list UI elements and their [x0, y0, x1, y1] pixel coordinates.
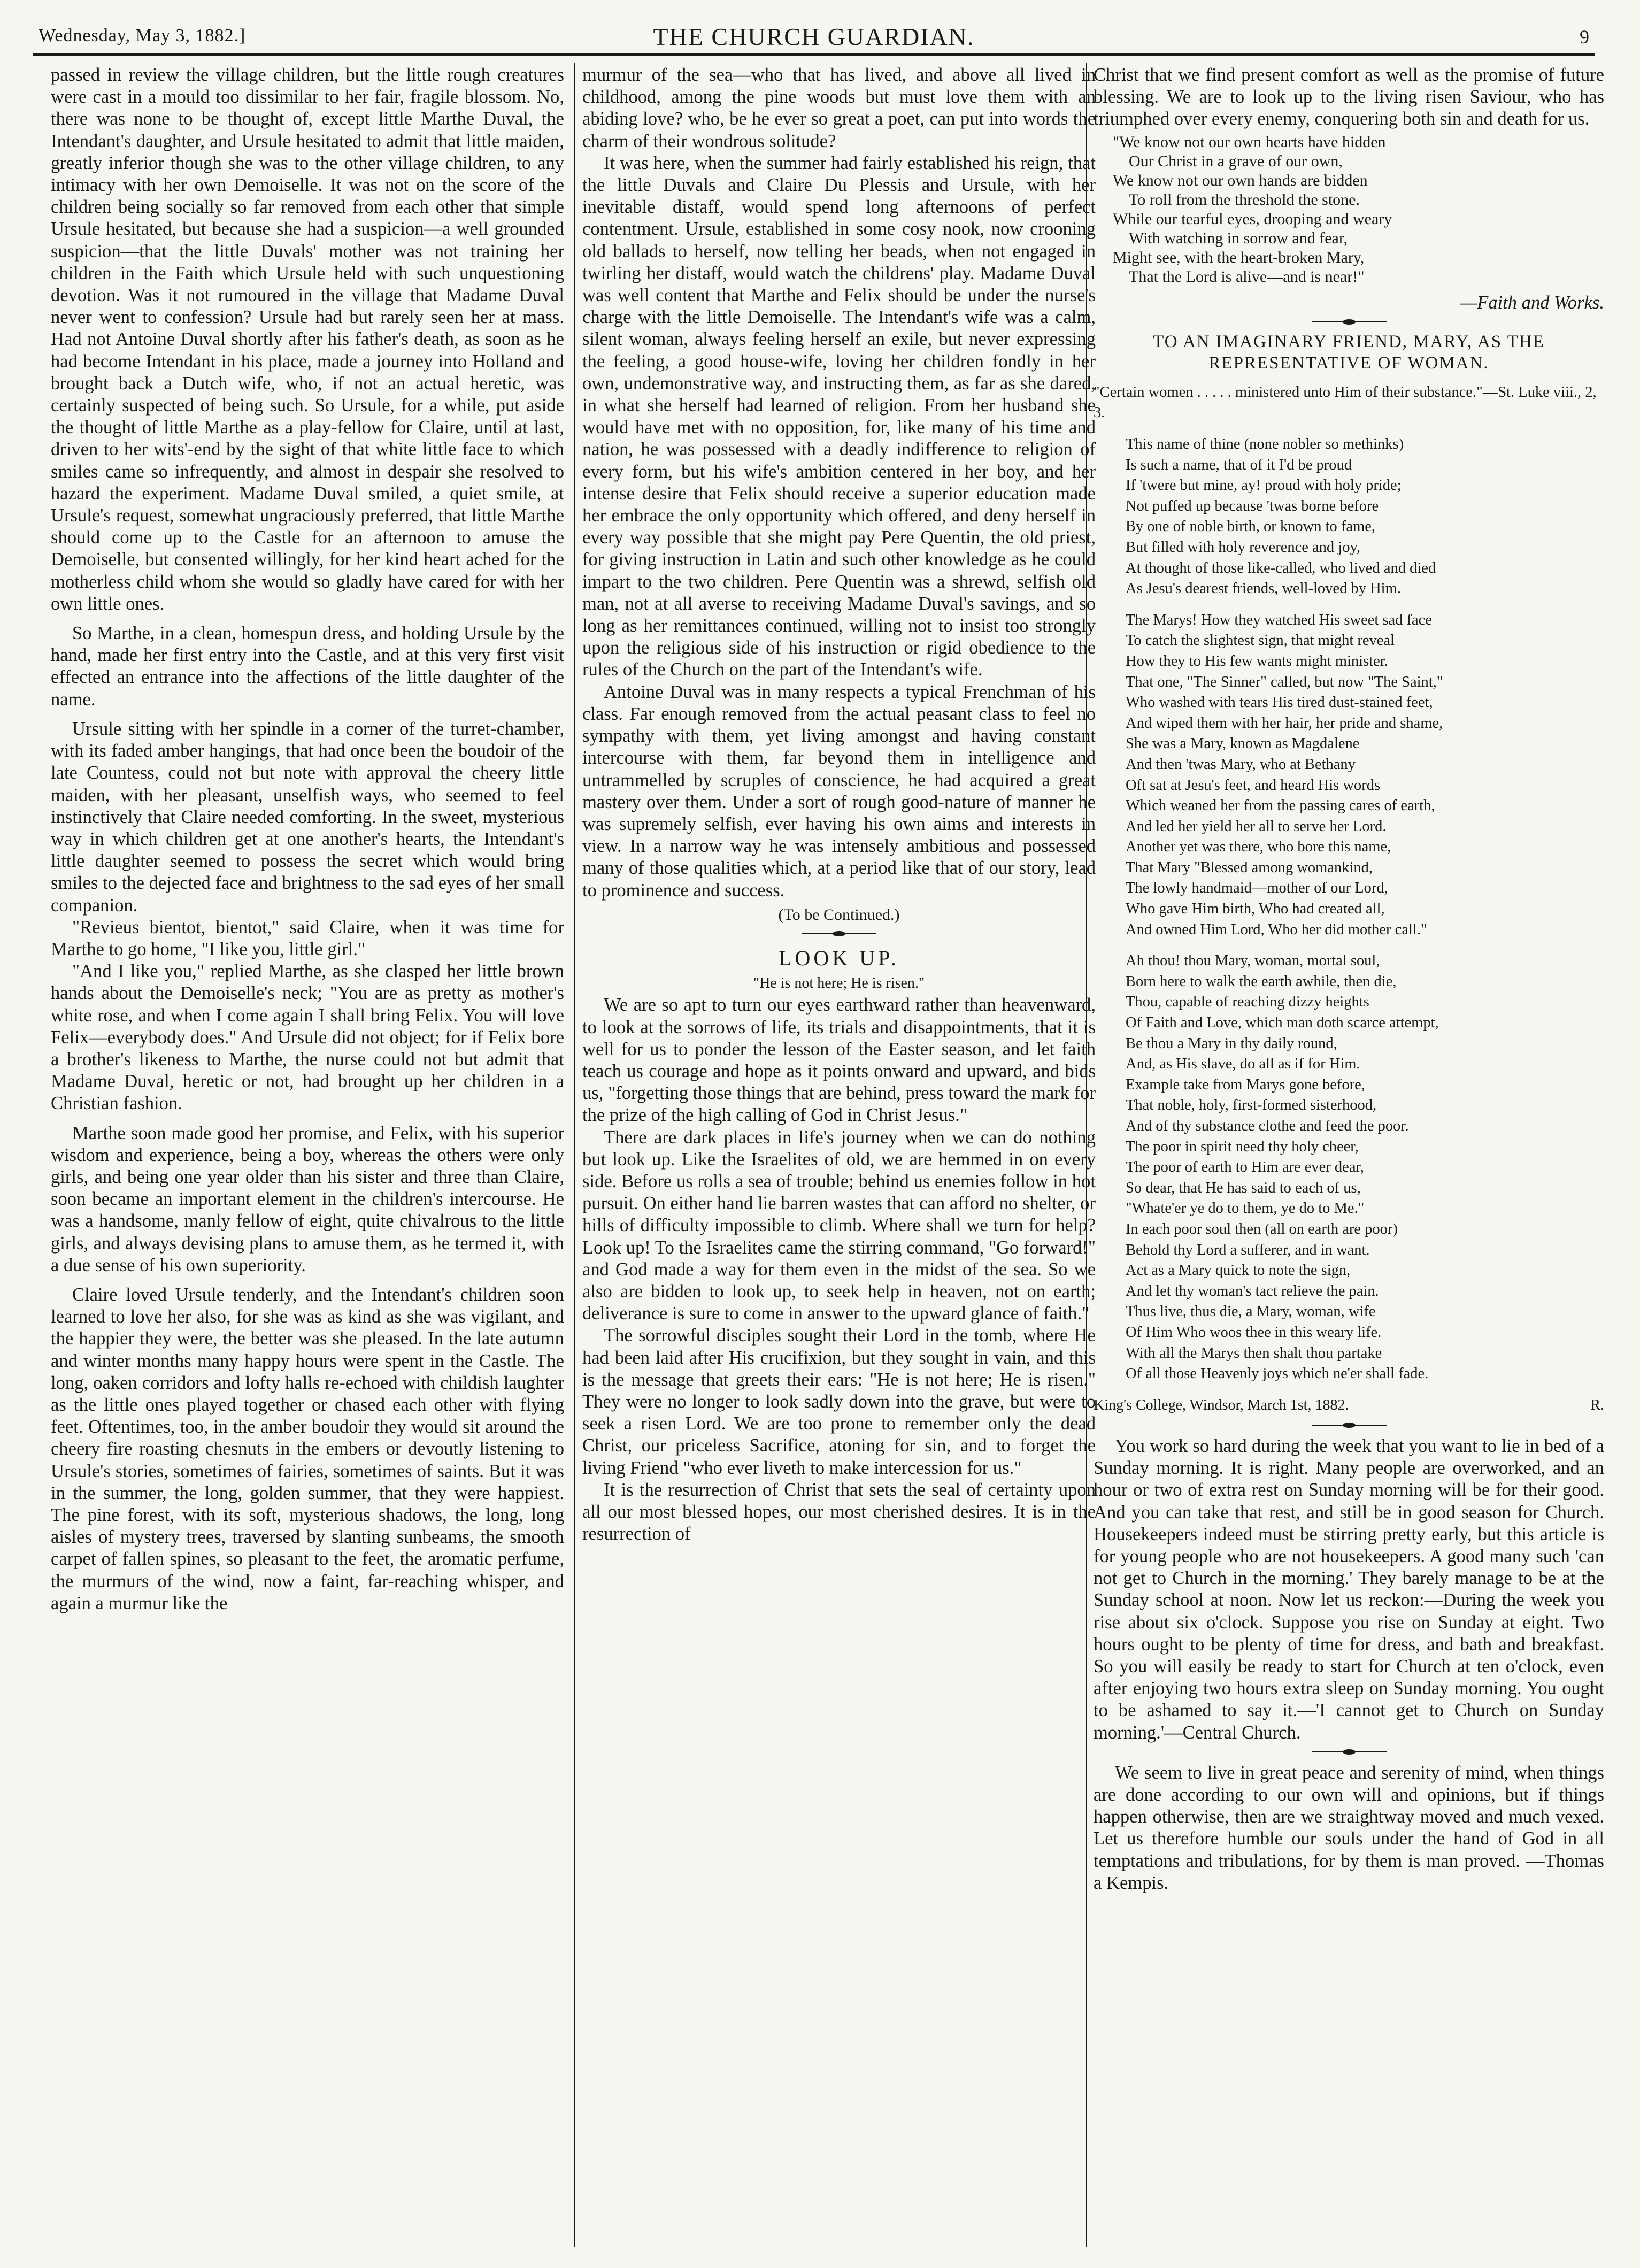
- poem-line: And, as His slave, do all as if for Him.: [1126, 1056, 1360, 1073]
- story-paragraph: Marthe soon made good her promise, and Felix, with his superior wisdom and experience, being a boy, whereas the others were only girls, and being one year older than his sister and three than Claire, soon became an important element in the children's intercourse. He was a handsome, manly fellow of eight, quite chivalrous to the little girls, and always devising plans to amuse them, as he termed it, with a due sense of his own superiority.: [51, 1123, 564, 1275]
- masthead-title: THE CHURCH GUARDIAN.: [653, 23, 975, 50]
- poem-line: Thou, capable of reaching dizzy heights: [1126, 994, 1369, 1011]
- article-paragraph: There are dark places in life's journey when we can do nothing but look up. Like the Israelites of old, we are hemmed in on every side. Before us rolls a sea of trouble; behind us enemies follow in hot pursuit. On either hand lie barren wastes that can afford no shelter, or hills of difficulty impossible to climb. Where shall we turn for help? Look up! To the Israelites came the stirring command, "Go forward!" and God made a way for them even in the midst of the sea. So we also are bidden to look up, to seek help in heaven, not on earth; deliverance is sure to come in answer to the upward glance of faith.": [582, 1127, 1096, 1324]
- poem-line: The poor of earth to Him are ever dear,: [1126, 1159, 1364, 1176]
- article-epigraph: "He is not here; He is risen.": [753, 975, 925, 992]
- poem-signature: [1094, 1394, 1604, 1416]
- poem: [1094, 382, 1604, 1385]
- poem-line: That one, "The Sinner" called, but now "The Saint,": [1126, 673, 1443, 690]
- poem-stanza: [1126, 434, 1604, 599]
- story-paragraph: murmur of the sea—who that has lived, and above all lived in childhood, among the pine woods but must love them with an abiding love? who, be he ever so great a poet, can put into words the charm of their wondrous solitude?: [582, 65, 1096, 151]
- poem-line: By one of noble birth, or known to fame,: [1126, 518, 1375, 535]
- story-paragraph: "Revieus bientot, bientot," said Claire, when it was time for Marthe to go home, "I like you, little girl.": [51, 917, 564, 959]
- poem-line: But filled with holy reverence and joy,: [1126, 539, 1360, 556]
- issue-date: Wednesday, May 3, 1882.]: [39, 26, 246, 45]
- verse-line: To roll from the threshold the stone.: [1129, 190, 1360, 209]
- story-paragraph: So Marthe, in a clean, homespun dress, and holding Ursule by the hand, made her first entry into the Castle, and at this very first visit effected an entrance into the affections of the little daughter of the name.: [51, 623, 564, 710]
- poem-line: Of Faith and Love, which man doth scarce attempt,: [1126, 1014, 1439, 1032]
- poem-line: And wiped them with her hair, her pride and shame,: [1126, 714, 1443, 732]
- poem-line: As Jesu's dearest friends, well-loved by Him.: [1126, 580, 1401, 597]
- column-1: [51, 64, 564, 1614]
- article-paragraph: It is the resurrection of Christ that sets the seal of certainty upon all our most blessed hopes, our most cherished desires. It is in the resurrection of: [582, 1479, 1096, 1544]
- quoted-verse: [1113, 133, 1604, 287]
- poem-line: Act as a Mary quick to note the sign,: [1126, 1262, 1351, 1279]
- poem-line: And of thy substance clothe and feed the poor.: [1126, 1118, 1409, 1134]
- verse-line: Our Christ in a grave of our own,: [1129, 152, 1343, 170]
- page-number: 9: [1580, 26, 1589, 48]
- verse-line: We know not our own hands are bidden: [1113, 171, 1368, 189]
- poem-line: And led her yield her all to serve her Lord.: [1126, 818, 1387, 835]
- article-paragraph: The sorrowful disciples sought their Lord in the tomb, where He had been laid after His crucifixion, but they sought in vain, and this is the message that greets their ears: "He is not here; He is risen." They were no longer to look sadly down into the grave, but were to seek a risen Lord. We are too prone to remember only the dead Christ, our priceless Sacrifice, atoning for sin, and to forget the living Friend "who ever liveth to make intercession for us.": [582, 1325, 1096, 1478]
- article-paragraph: We seem to live in great peace and serenity of mind, when things are done according to our own will and opinions, but if things happen otherwise, then are we straightway moved and much vexed. Let us therefore humble our souls under the hand of God in all temptations and tribulations, for by them is man proved. —Thomas a Kempis.: [1094, 1762, 1604, 1893]
- poem-line: With all the Marys then shalt thou partake: [1126, 1344, 1382, 1362]
- verse-line: While our tearful eyes, drooping and weary: [1113, 210, 1392, 228]
- poem-line: Another yet was there, who bore this name,: [1126, 839, 1391, 856]
- column-3: [1094, 64, 1604, 1894]
- poem-title: TO AN IMAGINARY FRIEND, MARY, AS THE REPRESENTATIVE OF WOMAN.: [1153, 332, 1545, 373]
- column-2: [582, 64, 1096, 1545]
- poem-initial: R.: [1590, 1396, 1604, 1413]
- story-paragraph: Claire loved Ursule tenderly, and the Intendant's children soon learned to love her also, for she was as kind as she was vigilant, and the happier they were, the better was she pleased. In the late autumn and winter months many happy hours were spent in the Castle. The long, oaken corridors and lofty halls re-echoed with childish laughter as the little ones played together or chased each other with flying feet. Oftentimes, too, in the amber boudoir they would sit around the cheery fire roasting chesnuts in the embers or devoutly listening to Ursule's stories, sometimes of fairies, sometimes of saints. But it was in the summer, the long, golden summer, that they were happiest. The pine forest, with its soft, mysterious shadows, the long, long aisles of mystery trees, traversed by slanting sunbeams, the smooth carpet of fallen spines, so pleasant to the feet, the aromatic perfume, the murmurs of the wind, now a faint, far-reaching whisper, and again a murmur like the: [51, 1284, 564, 1613]
- poem-line: Who gave Him birth, Who had created all,: [1126, 901, 1385, 918]
- poem-line: This name of thine (none nobler so methinks): [1126, 436, 1404, 452]
- story-paragraph: Ursule sitting with her spindle in a corner of the turret-chamber, with its faded amber hangings, that had once been the boudoir of the late Countess, could not but note with approval the cheery little maiden, with her pleasant, unselfish ways, who seemed to feel instinctively that Claire needed comforting. In the sweet, mysterious way in which children get at one another's hearts, the Intendant's little daughter seemed to possess the secret which would bring smiles to the dejected face and brightness to the sad eyes of her small companion.: [51, 718, 564, 916]
- poem-line: "Whate'er ye do to them, ye do to Me.": [1126, 1200, 1365, 1217]
- section-separator: [1312, 1749, 1387, 1755]
- story-paragraph: passed in review the village children, but the little rough creatures were cast in a mould too dissimilar to her fair, fragile blossom. No, there was none to be thought of, except little Marthe Duval, the Intendant's daughter, and Ursule hesitated to admit that little maiden, greatly inferior though she was to the other village children, to any intimacy with her own Demoiselle. It was not on the score of the children being socially so far removed from each other that simple Ursule hesitated, but because she had a suspicion—a well grounded suspicion—that the little Duvals' mother was not training her children in the Faith which Ursule held with such unquestioning devotion. Was it not rumoured in the village that Madame Duval never went to confession? Ursule had but rarely seen her at mass. Had not Antoine Duval shortly after his father's death, as soon as he had become Intendant in his place, made a journey into Holland and brought back a Dutch wife, who, if not an actual heretic, was certainly suspected of being such. So Ursule, for a while, put aside the thought of little Marthe as a play-fellow for Claire, until at last, driven to her wits'-end by the sight of that white little face to which smiles came so infrequently, and almost in despair she resolved to hazard the experiment. Madame Duval smiled, a quiet smile, at Ursule's request, somewhat ungraciously preferred, that little Marthe should come up to the Castle for an afternoon to amuse the Demoiselle, but consented willingly, for her kind heart ached for the motherless child whom she would so gladly have cared for with her own little ones.: [51, 65, 564, 614]
- poem-line: Example take from Marys gone before,: [1126, 1076, 1365, 1093]
- header-rule: [33, 53, 1595, 56]
- poem-line: How they to His few wants might minister.: [1126, 652, 1388, 670]
- poem-line: She was a Mary, known as Magdalene: [1126, 735, 1360, 752]
- verse-line: Might see, with the heart-broken Mary,: [1113, 248, 1365, 266]
- story-paragraph: It was here, when the summer had fairly established his reign, that the little Duvals and Claire Du Plessis and Ursule, with her inevitable distaff, would spend long afternoons of perfect contentment. Ursule, established in some cosy nook, now crooning old ballads to herself, now telling her beads, when not engaged in twirling her distaff, would watch the childrens' play. Madame Duval was well content that Marthe and Felix should be under the nurse's charge with the little Demoiselle. The Intendant's wife was a calm, silent woman, always feeling herself an exile, but never expressing the feeling, a good house-wife, loving her children fondly in her own, undemonstrative way, and instructing them, as far as she dared, in what she herself had learned of religion. From her husband she would have met with no opposition, for, like many of his time and nation, he was possessed with a deadly indifference to religion of every form, but his wife's ambition centered in her boy, and her intense desire that Felix should receive a superior education made her embrace the only opportunity which offered, and deny herself in every way possible that she might pay Pere Quentin, the old priest, for giving instruction in Latin and such other knowledge as he could impart to the two children. Pere Quentin was a shrewd, selfish old man, not at all averse to receiving Madame Duval's savings, and so long as her remittances continued, willing not to insist too strongly upon the religious side of his instruction or rigid obedience to the rules of the Church on the part of the Intendant's wife.: [582, 152, 1096, 680]
- poem-line: And then 'twas Mary, who at Bethany: [1126, 756, 1356, 773]
- poem-line: The Marys! How they watched His sweet sad face: [1126, 611, 1432, 628]
- poem-line: And let thy woman's tact relieve the pain.: [1126, 1282, 1379, 1300]
- verse-source: —Faith and Works.: [1460, 292, 1604, 313]
- article-paragraph: Christ that we find present comfort as well as the promise of future blessing. We are to look up to the living risen Saviour, who has triumphed over every enemy, conquering both sin and death for us.: [1094, 65, 1604, 129]
- poem-line: Which weaned her from the passing cares of earth,: [1126, 797, 1435, 814]
- page-header: [39, 23, 1589, 53]
- section-separator: [1312, 1423, 1387, 1428]
- column-divider-1: [574, 63, 575, 2247]
- poem-line: Who washed with tears His tired dust-stained feet,: [1126, 694, 1433, 711]
- poem-line: Behold thy Lord a sufferer, and in want.: [1126, 1241, 1370, 1258]
- poem-line: In each poor soul then (all on earth are poor): [1126, 1220, 1398, 1237]
- poem-line: So dear, that He has said to each of us,: [1126, 1179, 1361, 1196]
- poem-line: To catch the slightest sign, that might reveal: [1126, 632, 1395, 649]
- poem-line: At thought of those like-called, who lived and died: [1126, 559, 1436, 576]
- article-paragraph: You work so hard during the week that you want to lie in bed of a Sunday morning. It is right. Many people are overworked, and an hour or two of extra rest on Sunday morning will be for their good. And you can take that rest, and still be in good season for Church. Housekeepers indeed must be stirring pretty early, but this article is for young people who are not housekeepers. A good many such 'can not get to Church in the morning.' They barely manage to be at the Sunday school at noon. Now let us reckon:—During the week you rise about six o'clock. Suppose you rise on Sunday at eight. Two hours ought to be plenty of time for dress, and bath and breakfast. So you will easily be ready to start for Church at ten o'clock, even after enjoying two hours extra sleep on Sunday morning. You ought to be ashamed to say it.—'I cannot get to Church on Sunday morning.'—Central Church.: [1094, 1435, 1604, 1743]
- poem-epigraph: "Certain women . . . . . ministered unto Him of their substance."—St. Luke viii., 2, 3.: [1094, 383, 1597, 421]
- poem-line: The lowly handmaid—mother of our Lord,: [1126, 880, 1388, 897]
- poem-line: Be thou a Mary in thy daily round,: [1126, 1035, 1337, 1052]
- poem-line: Thus live, thus die, a Mary, woman, wife: [1126, 1303, 1376, 1320]
- verse-line: "We know not our own hearts have hidden: [1113, 133, 1386, 151]
- poem-line: That noble, holy, first-formed sisterhood,: [1126, 1097, 1377, 1114]
- poem-line: Born here to walk the earth awhile, then die,: [1126, 973, 1397, 990]
- poem-stanza: [1126, 951, 1604, 1384]
- poem-line: If 'twere but mine, ay! proud with holy pride;: [1126, 477, 1402, 494]
- poem-stanza: [1126, 610, 1604, 941]
- poem-line: And owned Him Lord, Who her did mother call.": [1126, 921, 1427, 938]
- story-paragraph: Antoine Duval was in many respects a typical Frenchman of his class. Far enough removed from the actual peasant class to feel no sympathy with them, yet living amongst and having constant intercourse with them, far beyond them in intelligence and untrammelled by scruples of conscience, he had acquired a great mastery over them. Under a sort of rough good-nature of manner he was supremely selfish, ever having his own aims and interests in view. In a narrow way he was intensely ambitious and possessed many of those qualities which, at a period like that of our story, lead to prominence and success.: [582, 681, 1096, 901]
- article-paragraph: We are so apt to turn our eyes earthward rather than heavenward, to look at the sorrows of life, its trials and disappointments, that it is well for us to ponder the lesson of the Easter season, and let faith teach us courage and hope as it points onward and upward, and bids us, "forgetting those things that are behind, press toward the mark for the prize of the high calling of God in Christ Jesus.": [582, 995, 1096, 1126]
- poem-line: Oft sat at Jesu's feet, and heard His words: [1126, 776, 1381, 794]
- to-be-continued: (To be Continued.): [778, 905, 900, 924]
- poem-line: Not puffed up because 'twas borne before: [1126, 497, 1379, 514]
- poem-line: That Mary "Blessed among womankind,: [1126, 859, 1373, 876]
- poem-line: Is such a name, that of it I'd be proud: [1126, 456, 1352, 473]
- section-separator: [802, 931, 876, 936]
- verse-line: With watching in sorrow and fear,: [1129, 229, 1348, 247]
- poem-dateline: King's College, Windsor, March 1st, 1882.: [1094, 1396, 1349, 1413]
- verse-line: That the Lord is alive—and is near!": [1129, 267, 1365, 286]
- poem-line: Ah thou! thou Mary, woman, mortal soul,: [1126, 952, 1380, 970]
- section-separator: [1312, 319, 1387, 325]
- poem-line: The poor in spirit need thy holy cheer,: [1126, 1138, 1359, 1155]
- poem-line: Of Him Who woos thee in this weary life.: [1126, 1324, 1382, 1341]
- poem-line: Of all those Heavenly joys which ne'er shall fade.: [1126, 1365, 1429, 1382]
- story-paragraph: "And I like you," replied Marthe, as she clasped her little brown hands about the Demoiselle's neck; "You are as pretty as mother's white rose, and when I come again I shall bring Felix. You will love Felix—everybody does." And Ursule did not object; for if Felix bore a brother's likeness to Marthe, the nurse could not but admit that Madame Duval, heretic or not, had brought up her children in a Christian fashion.: [51, 961, 564, 1114]
- article-heading: LOOK UP.: [779, 945, 899, 970]
